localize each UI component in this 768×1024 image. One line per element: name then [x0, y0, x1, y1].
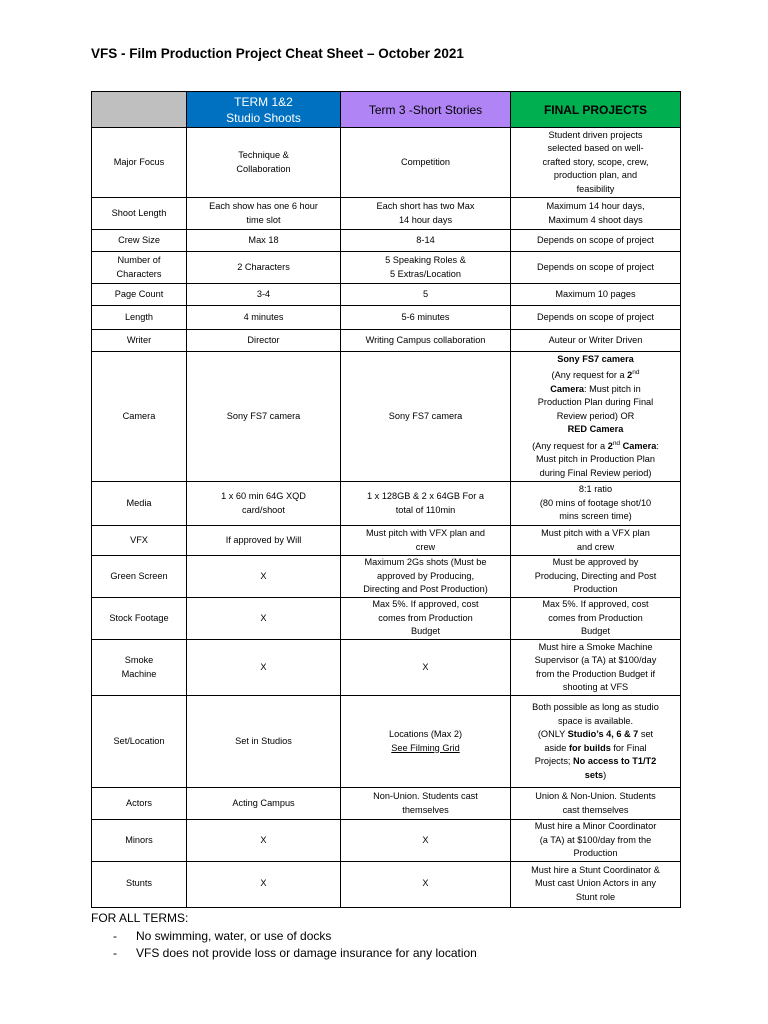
term12-media-line: card/shoot: [242, 504, 285, 515]
row-label-set-location-line: Set/Location: [113, 735, 165, 746]
term3-length-line: 5-6 minutes: [401, 311, 450, 322]
term3-actors-line: Non-Union. Students cast: [373, 791, 478, 801]
term12-writer: [187, 330, 341, 352]
final-camera: [511, 352, 681, 482]
cell-line: [344, 728, 507, 742]
term3-number-of-characters-line: 5 Extras/Location: [390, 268, 461, 279]
cell-line: [514, 453, 677, 467]
final-actors-line: Union & Non-Union. Students: [535, 791, 656, 801]
term12-page-count: [187, 284, 341, 306]
cell-line: [514, 755, 677, 769]
term3-length: [341, 306, 511, 330]
header-term-1-2-line1: TERM 1&2: [234, 94, 293, 109]
final-media-line: (80 mins of footage shot/10: [539, 497, 652, 508]
row-label-crew-size: [92, 230, 187, 252]
final-minors: [511, 820, 681, 862]
row-label-smoke-machine-line: Smoke: [124, 655, 154, 665]
text-run: Both possible as long as studio: [532, 702, 659, 712]
term3-green-screen-line: approved by Producing,: [376, 570, 475, 581]
table-row-crew-size: [92, 230, 681, 252]
table-row-major-focus: [92, 128, 681, 198]
term3-actors: [341, 788, 511, 820]
footer-dash: -: [113, 946, 117, 960]
term12-stock-footage: [187, 598, 341, 640]
footer-item: [91, 945, 477, 962]
row-label-major-focus: [92, 128, 187, 198]
cell-line: [514, 769, 677, 783]
term12-crew-size-line: Max 18: [248, 234, 279, 245]
header-term-1-2: [187, 92, 341, 128]
term12-shoot-length-line: Each show has one 6 hour: [209, 201, 318, 211]
term12-media-line: 1 x 60 min 64G XQD: [221, 491, 306, 501]
term3-stock-footage-line: comes from Production: [378, 612, 473, 623]
table-row-minors: [92, 820, 681, 862]
term3-green-screen-line: Directing and Post Production): [363, 584, 488, 595]
term3-smoke-machine: [341, 640, 511, 696]
footer-heading: FOR ALL TERMS:: [91, 911, 189, 925]
final-major-focus-line: Student driven projects: [548, 129, 643, 140]
final-smoke-machine-line: shooting at VFS: [562, 682, 629, 692]
table-header-row: [92, 92, 681, 128]
cell-line: [514, 467, 677, 481]
table-row-number-of-characters: [92, 252, 681, 284]
text-run: for Final: [610, 742, 647, 753]
row-label-writer-line: Writer: [126, 334, 152, 345]
row-label-stunts-line: Stunts: [125, 878, 153, 889]
cheat-sheet-table: [91, 91, 681, 908]
text-run: ): [603, 769, 607, 780]
term12-number-of-characters: [187, 252, 341, 284]
term12-writer-line: Director: [247, 334, 280, 345]
text-run: : Must pitch in: [584, 383, 641, 394]
term3-camera-line: Sony FS7 camera: [388, 410, 463, 421]
text-run: 2: [627, 370, 633, 381]
row-label-smoke-machine-line: Machine: [121, 668, 157, 679]
term3-page-count: [341, 284, 511, 306]
final-stock-footage-line: Budget: [580, 626, 611, 637]
text-run: during Final Review period): [539, 467, 652, 478]
row-label-crew-size-line: Crew Size: [118, 234, 160, 245]
camera-sony-fs7: Sony FS7 camera: [557, 353, 634, 364]
term12-major-focus-line: Technique &: [238, 150, 289, 160]
row-label-actors: [92, 788, 187, 820]
header-final-projects: [511, 92, 681, 128]
table-row-vfx: [92, 526, 681, 556]
final-set-location: [511, 696, 681, 788]
final-green-screen-line: Producing, Directing and Post: [534, 570, 657, 581]
row-label-media-line: Media: [126, 497, 152, 508]
final-vfx-line: Must pitch with a VFX plan: [541, 528, 650, 538]
term12-smoke-machine-line: X: [260, 661, 267, 672]
term3-smoke-machine-line: X: [422, 661, 429, 672]
term12-major-focus-line: Collaboration: [236, 163, 291, 174]
term3-major-focus: [341, 128, 511, 198]
footer-list: [91, 928, 477, 962]
term12-actors: [187, 788, 341, 820]
final-number-of-characters-line: Depends on scope of project: [537, 261, 654, 272]
term3-number-of-characters: [341, 252, 511, 284]
final-page-count-line: Maximum 10 pages: [555, 288, 636, 299]
term3-shoot-length-line: Each short has two Max: [376, 201, 475, 211]
row-label-minors: [92, 820, 187, 862]
row-label-page-count: [92, 284, 187, 306]
term12-actors-line: Acting Campus: [232, 797, 295, 808]
term3-actors-line: themselves: [402, 804, 449, 815]
table-row-smoke-machine: [92, 640, 681, 696]
header-term-3: Term 3 -Short Stories: [341, 92, 511, 128]
term3-stock-footage-line: Max 5%. If approved, cost: [372, 599, 479, 610]
cell-line: [514, 437, 677, 454]
row-label-media: [92, 482, 187, 526]
table-body: [92, 128, 681, 908]
term3-stock-footage: [341, 598, 511, 640]
row-label-actors-line: Actors: [125, 797, 153, 808]
term3-vfx: [341, 526, 511, 556]
table-row-length: [92, 306, 681, 330]
term12-green-screen-line: X: [260, 570, 267, 581]
final-media-line: 8:1 ratio: [578, 484, 613, 495]
term12-minors-line: X: [260, 834, 267, 845]
row-label-writer: [92, 330, 187, 352]
term3-page-count-line: 5: [422, 288, 429, 299]
final-shoot-length: [511, 198, 681, 230]
text-run: Camera: [550, 383, 585, 394]
final-smoke-machine-line: from the Production Budget if: [536, 668, 655, 679]
term3-media-line: 1 x 128GB & 2 x 64GB For a: [367, 491, 484, 501]
term3-stunts: [341, 861, 511, 907]
row-label-camera-line: Camera: [122, 410, 156, 421]
row-label-length: [92, 306, 187, 330]
term3-green-screen: [341, 556, 511, 598]
term12-media: [187, 482, 341, 526]
cell-line: [514, 410, 677, 424]
final-smoke-machine: [511, 640, 681, 696]
final-stock-footage-line: comes from Production: [548, 612, 643, 623]
term12-set-location-line: Set in Studios: [235, 735, 292, 746]
table-row-shoot-length: [92, 198, 681, 230]
row-label-camera: [92, 352, 187, 482]
row-label-shoot-length-line: Shoot Length: [111, 207, 167, 218]
text-run: Must pitch in Production Plan: [536, 454, 655, 465]
term3-shoot-length: [341, 198, 511, 230]
term3-writer: [341, 330, 511, 352]
final-stock-footage: [511, 598, 681, 640]
final-green-screen-line: Production: [573, 584, 618, 595]
final-shoot-length-line: Maximum 4 shoot days: [548, 214, 643, 225]
table-row-actors: [92, 788, 681, 820]
cell-line: [514, 353, 677, 367]
term12-vfx: [187, 526, 341, 556]
text-run: Projects;: [534, 756, 574, 766]
row-label-stock-footage: [92, 598, 187, 640]
text-run: for builds: [568, 742, 611, 753]
final-length-line: Depends on scope of project: [537, 311, 654, 322]
term12-length-line: 4 minutes: [243, 311, 284, 322]
term12-set-location: [187, 696, 341, 788]
final-major-focus-line: crafted story, scope, crew,: [542, 156, 649, 167]
term3-camera: [341, 352, 511, 482]
row-label-major-focus-line: Major Focus: [113, 156, 165, 167]
final-green-screen-line: Must be approved by: [552, 557, 639, 568]
term12-page-count-line: 3-4: [256, 288, 271, 299]
footer-notes: [91, 910, 477, 962]
text-run: No access to T1/T2: [573, 756, 657, 766]
final-stunts-line: Must cast Union Actors in any: [534, 878, 657, 889]
final-writer-line: Auteur or Writer Driven: [548, 334, 643, 345]
final-major-focus-line: selected based on well-: [547, 143, 644, 154]
cell-line: [514, 396, 677, 410]
term3-minors-line: X: [422, 834, 429, 845]
table-row-media: [92, 482, 681, 526]
row-label-green-screen: [92, 556, 187, 598]
text-run: :: [656, 440, 659, 451]
term12-number-of-characters-line: 2 Characters: [237, 261, 290, 272]
term12-green-screen: [187, 556, 341, 598]
header-corner-cell: [92, 92, 187, 128]
term3-crew-size: [341, 230, 511, 252]
term3-set-location: [341, 696, 511, 788]
text-run: Studio’s 4, 6 & 7: [567, 729, 639, 739]
page-title: VFS - Film Production Project Cheat Sheet – October 2021: [91, 46, 464, 61]
final-shoot-length-line: Maximum 14 hour days,: [546, 201, 645, 211]
text-run: Production Plan during Final: [537, 397, 654, 408]
final-stock-footage-line: Max 5%. If approved, cost: [542, 599, 649, 610]
text-run: (Any request for a: [532, 440, 608, 451]
term12-shoot-length-line: time slot: [246, 214, 281, 225]
final-smoke-machine-line: Must hire a Smoke Machine: [538, 641, 653, 652]
footer-item: [91, 928, 477, 945]
term3-crew-size-line: 8-14: [416, 234, 435, 245]
term12-length: [187, 306, 341, 330]
footer-item-text: VFS does not provide loss or damage insurance for any location: [136, 946, 477, 960]
row-label-smoke-machine: [92, 640, 187, 696]
cell-line: [514, 383, 677, 397]
final-length: [511, 306, 681, 330]
final-major-focus-line: production plan, and: [553, 170, 638, 181]
final-smoke-machine-line: Supervisor (a TA) at $100/day: [534, 655, 657, 665]
text-run: 2: [607, 440, 613, 451]
cell-line: [514, 423, 677, 437]
term12-minors: [187, 820, 341, 862]
term3-major-focus-line: Competition: [400, 156, 451, 167]
term12-stunts-line: X: [260, 878, 267, 889]
text-run: space is available.: [557, 715, 634, 726]
term3-writer-line: Writing Campus collaboration: [365, 334, 486, 345]
final-green-screen: [511, 556, 681, 598]
table-row-page-count: [92, 284, 681, 306]
table-row-camera: [92, 352, 681, 482]
term12-camera: [187, 352, 341, 482]
row-label-stunts: [92, 861, 187, 907]
term3-minors: [341, 820, 511, 862]
final-vfx-line: and crew: [576, 541, 615, 552]
header-final-projects-label: FINAL PROJECTS: [543, 102, 648, 117]
final-writer: [511, 330, 681, 352]
final-actors: [511, 788, 681, 820]
row-label-set-location: [92, 696, 187, 788]
row-label-shoot-length: [92, 198, 187, 230]
text-run: Locations (Max 2): [388, 729, 463, 739]
final-minors-line: Production: [573, 848, 618, 858]
final-actors-line: cast themselves: [562, 804, 629, 815]
text-run: nd: [632, 369, 640, 377]
cell-line: [514, 701, 677, 715]
row-label-number-of-characters-line: Number of: [117, 255, 161, 265]
term12-stock-footage-line: X: [260, 612, 267, 623]
table-row-stock-footage: [92, 598, 681, 640]
camera-red: RED Camera: [567, 424, 624, 435]
row-label-stock-footage-line: Stock Footage: [109, 612, 169, 623]
final-minors-line: Must hire a Minor Coordinator: [534, 821, 657, 831]
term3-media-line: total of 110min: [395, 504, 456, 515]
final-crew-size-line: Depends on scope of project: [537, 234, 654, 245]
row-label-vfx: [92, 526, 187, 556]
term12-crew-size: [187, 230, 341, 252]
final-number-of-characters: [511, 252, 681, 284]
cell-line: [514, 742, 677, 756]
final-stunts: [511, 861, 681, 907]
table-row-green-screen: [92, 556, 681, 598]
row-label-number-of-characters-line: Characters: [116, 268, 162, 279]
cell-line: [514, 715, 677, 729]
final-media-line: mins screen time): [559, 511, 632, 522]
text-run: set: [638, 729, 654, 739]
final-stunts-line: Must hire a Stunt Coordinator &: [531, 864, 660, 875]
final-crew-size: [511, 230, 681, 252]
text-run: sets: [584, 769, 604, 780]
text-run: Review period) OR: [556, 410, 635, 421]
text-run: nd: [612, 439, 621, 447]
cell-line: [514, 728, 677, 742]
term12-smoke-machine: [187, 640, 341, 696]
term3-green-screen-line: Maximum 2Gs shots (Must be: [364, 557, 487, 568]
term3-number-of-characters-line: 5 Speaking Roles &: [385, 255, 466, 265]
cell-line: [344, 742, 507, 756]
final-page-count: [511, 284, 681, 306]
text-run: Camera: [620, 440, 657, 451]
term3-stunts-line: X: [422, 878, 429, 889]
term12-vfx-line: If approved by Will: [225, 534, 302, 545]
row-label-length-line: Length: [124, 311, 154, 322]
footer-item-text: No swimming, water, or use of docks: [136, 929, 332, 943]
table-row-stunts: [92, 861, 681, 907]
table-row-writer: [92, 330, 681, 352]
final-minors-line: (a TA) at $100/day from the: [539, 834, 652, 845]
row-label-vfx-line: VFX: [130, 534, 148, 545]
final-major-focus-line: feasibility: [576, 183, 615, 194]
term12-major-focus: [187, 128, 341, 198]
term12-shoot-length: [187, 198, 341, 230]
final-stunts-line: Stunt role: [575, 891, 616, 902]
header-term-1-2-line2: Studio Shoots: [226, 110, 301, 125]
text-run: aside: [544, 742, 569, 753]
see-filming-grid-link: See Filming Grid: [391, 742, 460, 753]
term3-stock-footage-line: Budget: [410, 626, 441, 637]
row-label-minors-line: Minors: [125, 834, 153, 845]
term3-vfx-line: Must pitch with VFX plan and: [366, 528, 485, 538]
final-major-focus: [511, 128, 681, 198]
text-run: (ONLY: [537, 729, 568, 739]
text-run: (Any request for a: [551, 370, 628, 381]
cell-line: [514, 366, 677, 383]
row-label-page-count-line: Page Count: [114, 288, 164, 299]
term3-shoot-length-line: 14 hour days: [398, 214, 453, 225]
term3-vfx-line: crew: [415, 541, 436, 552]
final-media: [511, 482, 681, 526]
term3-media: [341, 482, 511, 526]
row-label-number-of-characters: [92, 252, 187, 284]
term12-camera-line: Sony FS7 camera: [226, 410, 301, 421]
row-label-green-screen-line: Green Screen: [110, 570, 168, 581]
footer-dash: -: [113, 929, 117, 943]
term12-stunts: [187, 861, 341, 907]
final-vfx: [511, 526, 681, 556]
table-row-set-location: [92, 696, 681, 788]
